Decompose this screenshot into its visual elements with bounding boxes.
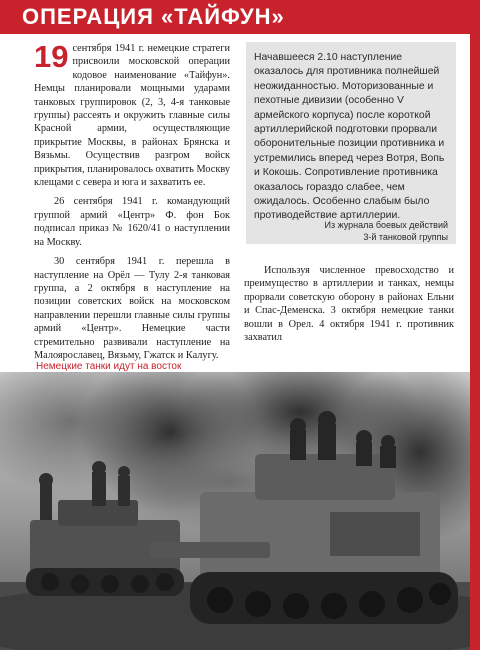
dropcap: 19 [34, 39, 69, 74]
quote-source [252, 219, 448, 243]
page-edge-strip [470, 0, 480, 650]
tank-photo [0, 372, 470, 650]
quote-source-line-1: Из журнала боевых действий [324, 220, 448, 230]
left-text-column [34, 39, 230, 362]
right-text-column: Используя численное превосходство и преимущество в артиллерии и танках, немцы прорвали советскую оборону в районах Ельни и Спас-Деменска. 3 октября немецкие танки вошли в Орел. 4 октября 1941 г. противник захватил [244, 265, 454, 344]
page-header [0, 0, 470, 34]
paragraph-1-text: сентября 1941 г. немецкие стратеги присвоили московской операции кодовое наименование «Тайфун». Немцы планировали мощными ударами танковых группировок (2, 3, 4-я танковые группы) рассеять и окружить главные силы Красной армии, осуществляющие прикрытие Москвы, в районах Брянска и Вязьмы. Осуществив разгром войск прикрытия, планировалось охватить Москву клещами с севера и юга и захватить ее. [34, 43, 230, 189]
paragraph-1 [34, 39, 230, 189]
paragraph-3: 30 сентября 1941 г. перешла в наступление на Орёл — Тулу 2-я танковая группа, а 2 октября в наступление на позиции советских войск на московском направлении перешли главные силы группы армий «Центр». Немецкие части стремительно развивали наступление на Малоярославец, Вязьму, Гжатск и Калугу. [34, 256, 230, 361]
quote-source-line-2: 3-й танковой группы [363, 232, 448, 242]
page-title: ОПЕРАЦИЯ «ТАЙФУН» [22, 4, 285, 29]
quote-text: Начавшееся 2.10 наступление оказалось для противника полнейшей неожиданностью. Моторизованные и пехотные дивизии (особенно V армейского корпуса) после короткой артиллерийской подготовки прорвали оборонительные позиции противника и устремились вперед через Вотря, Вопь и Кокошь. Сопротивление противника оказалось гораздо слабее, чем ожидалось. Особенно слабым было противодействие артиллерии. [254, 52, 445, 222]
photo-caption: Немецкие танки идут на восток [36, 361, 182, 372]
paragraph-2: 26 сентября 1941 г. командующий группой армий «Центр» Ф. фон Бок подписал приказ № 1620/41 о наступлении на Москву. [34, 196, 230, 248]
